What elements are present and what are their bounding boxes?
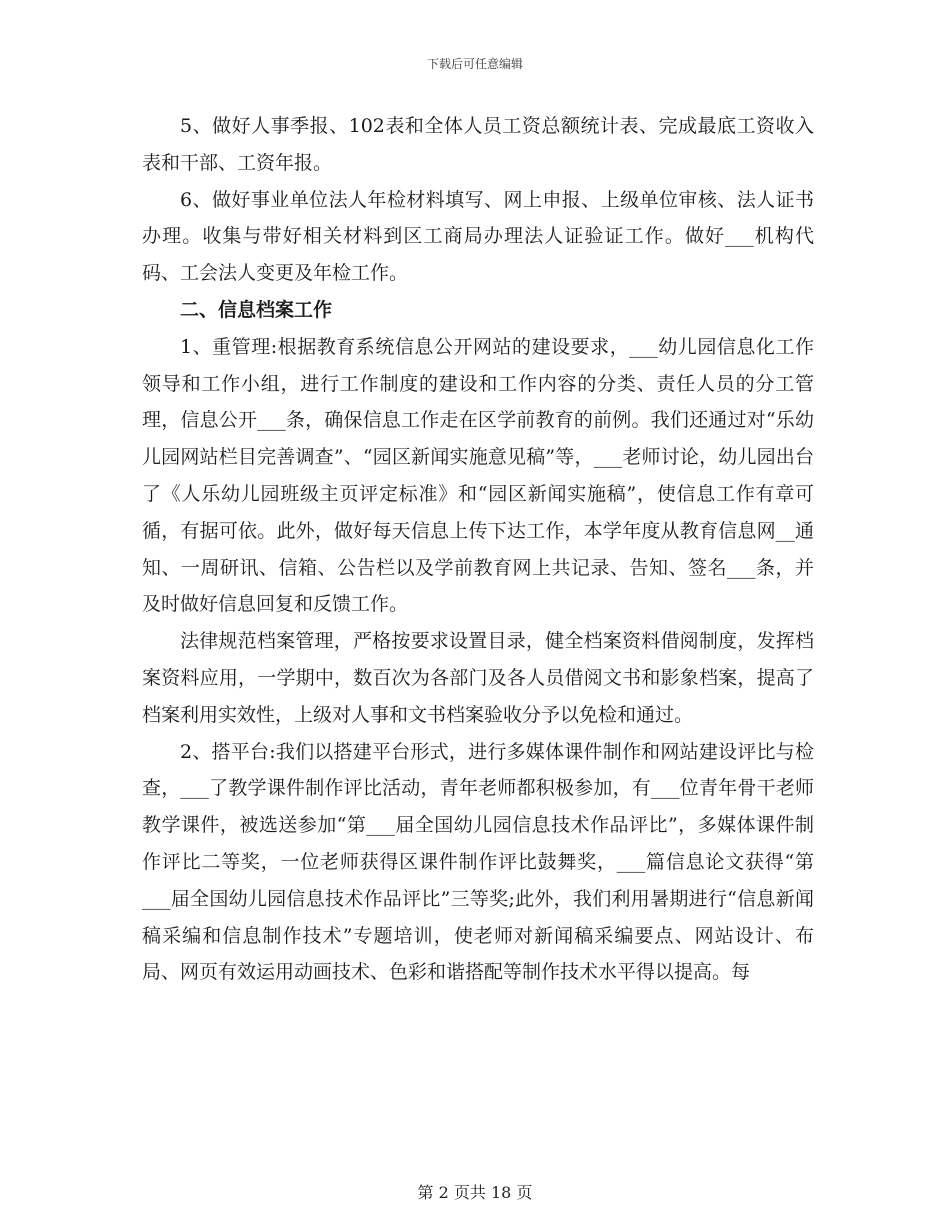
document-body — [142, 108, 814, 991]
page-header-note: 下载后可任意编辑 — [426, 57, 523, 71]
paragraph-management: 1、重管理:根据教育系统信息公开网站的建设要求，___幼儿园信息化工作领导和工作小组，进行工作制度的建设和工作内容的分类、责任人员的分工管理，信息公开___条，确保信息工作走在区学前教育的前例。我们还通过对“乐幼儿园网站栏目完善调查”、“园区新闻实施意见稿”等，___老师讨论，幼儿园出台了《人乐幼儿园班级主页评定标准》和“园区新闻实施稿”，使信息工作有章可循，有据可依。此外，做好每天信息上传下达工作，本学年度从教育信息网__通知、一周研讯、信箱、公告栏以及学前教育网上共记录、告知、签名___条，并及时做好信息回复和反馈工作。 — [142, 335, 814, 616]
paragraph-platform: 2、搭平台:我们以搭建平台形式，进行多媒体课件制作和网站建设评比与检查，___了教学课件制作评比活动，青年老师都积极参加，有___位青年骨干老师教学课件，被选送参加“第___届全国幼儿园信息技术作品评比”，多媒体课件制作评比二等奖，一位老师获得区课件制作评比鼓舞奖，___篇信息论文获得“第___届全国幼儿园信息技术作品评比”三等奖;此外，我们利用暑期进行“信息新闻稿采编和信息制作技术”专题培训，使老师对新闻稿采编要点、网站设计、布局、网页有效运用动画技术、色彩和谐搭配等制作技术水平得以提高。每 — [142, 740, 814, 984]
paragraph-archive: 法律规范档案管理，严格按要求设置目录，健全档案资料借阅制度，发挥档案资料应用，一学期中，数百次为各部门及各人员借阅文书和影象档案，提高了档案利用实效性，上级对人事和文书档案验收分予以免检和通过。 — [142, 630, 814, 726]
paragraph-item-5: 5、做好人事季报、102表和全体人员工资总额统计表、完成最底工资收入表和干部、工资年报。 — [142, 115, 814, 174]
section-heading: 二、信息档案工作 — [180, 298, 333, 321]
page-number: 第 2 页共 18 页 — [417, 1183, 533, 1202]
paragraph-item-6: 6、做好事业单位法人年检材料填写、网上申报、上级单位审核、法人证书办理。收集与带好相关材料到区工商局办理法人证验证工作。做好___机构代码、工会法人变更及年检工作。 — [142, 188, 814, 285]
